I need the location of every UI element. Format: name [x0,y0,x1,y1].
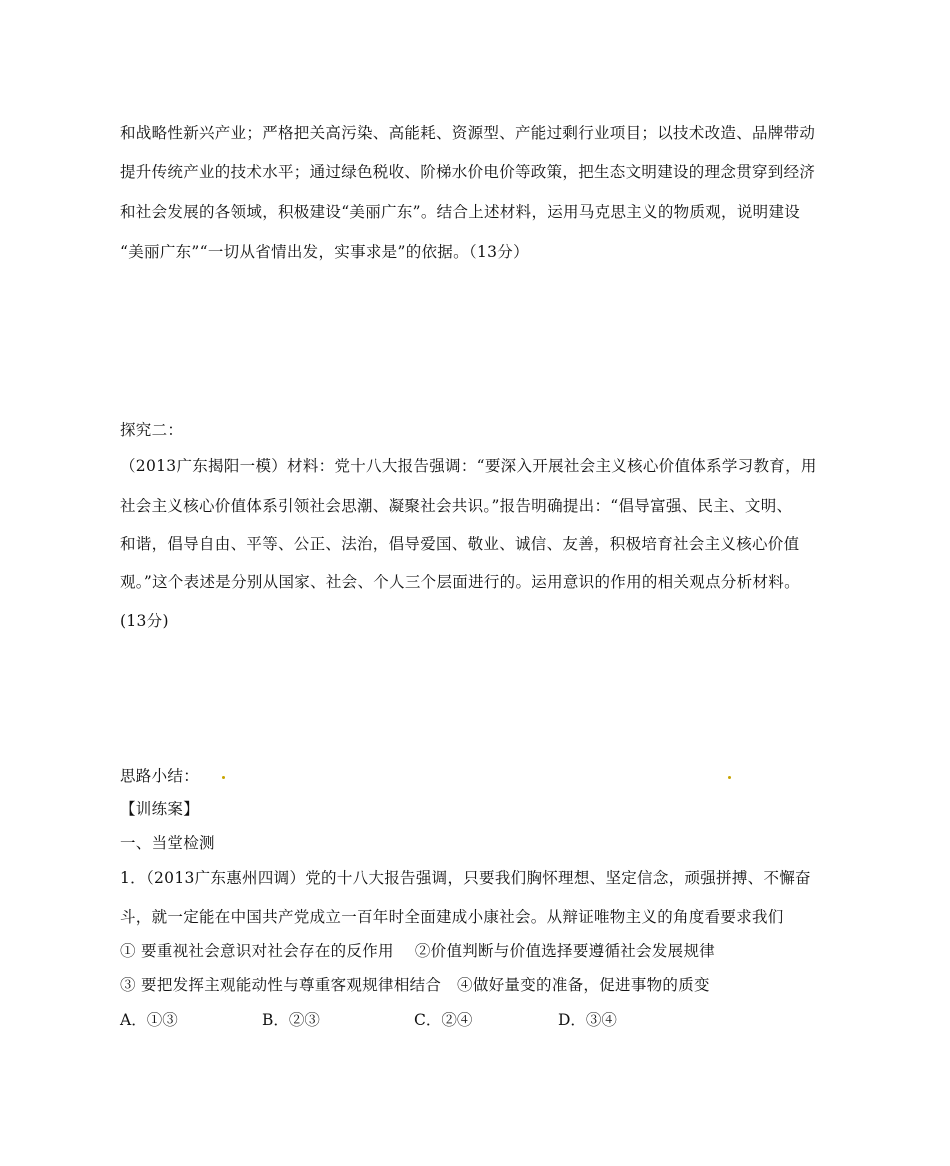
statement-line: ③ 要把发挥主观能动性与尊重客观规律相结合 ④做好量变的准备，促进事物的质变 [120,976,710,994]
training-title: 【训练案】 [120,800,200,818]
paragraph-line: （2013广东揭阳一模）材料：党十八大报告强调：“要深入开展社会主义核心价值体系学习教育，用 [120,457,817,475]
option-c: C．②④ [414,1011,473,1029]
question-line: 斗，就一定能在中国共产党成立一百年时全面建成小康社会。从辩证唯物主义的角度看要求我们 [120,908,784,926]
section-heading: 探究二： [120,421,184,439]
option-a: A．①③ [120,1011,178,1029]
paragraph-line: 社会主义核心价值体系引领社会思潮、凝聚社会共识。”报告明确提出：“倡导富强、民主、文明、 [120,497,793,515]
decorative-dot [728,776,731,779]
paragraph-line: (13分) [120,612,169,630]
section-title: 一、当堂检测 [120,834,215,852]
paragraph-line: 提升传统产业的技术水平；通过绿色税收、阶梯水价电价等政策，把生态文明建设的理念贯穿到经济 [120,163,816,181]
decorative-dot [222,776,225,779]
paragraph-line: 观。”这个表述是分别从国家、社会、个人三个层面进行的。运用意识的作用的相关观点分析材料。 [120,573,800,591]
paragraph-line: 和谐，倡导自由、平等、公正、法治，倡导爱国、敬业、诚信、友善，积极培育社会主义核心价值 [120,535,800,553]
question-line: 1．（2013广东惠州四调）党的十八大报告强调，只要我们胸怀理想、坚定信念，顽强拼搏、不懈奋 [120,869,811,887]
paragraph-line: 和战略性新兴产业；严格把关高污染、高能耗、资源型、产能过剩行业项目；以技术改造、品牌带动 [120,124,816,142]
summary-label: 思路小结： [120,767,200,785]
option-d: D．③④ [558,1011,617,1029]
option-b: B．②③ [262,1011,320,1029]
statement-line: ① 要重视社会意识对社会存在的反作用 ②价值判断与价值选择要遵循社会发展规律 [120,942,716,960]
paragraph-line: “美丽广东”“一切从省情出发，实事求是”的依据。（13分） [120,243,529,261]
paragraph-line: 和社会发展的各领域，积极建设“美丽广东”。结合上述材料，运用马克思主义的物质观，说明建设 [120,203,801,221]
